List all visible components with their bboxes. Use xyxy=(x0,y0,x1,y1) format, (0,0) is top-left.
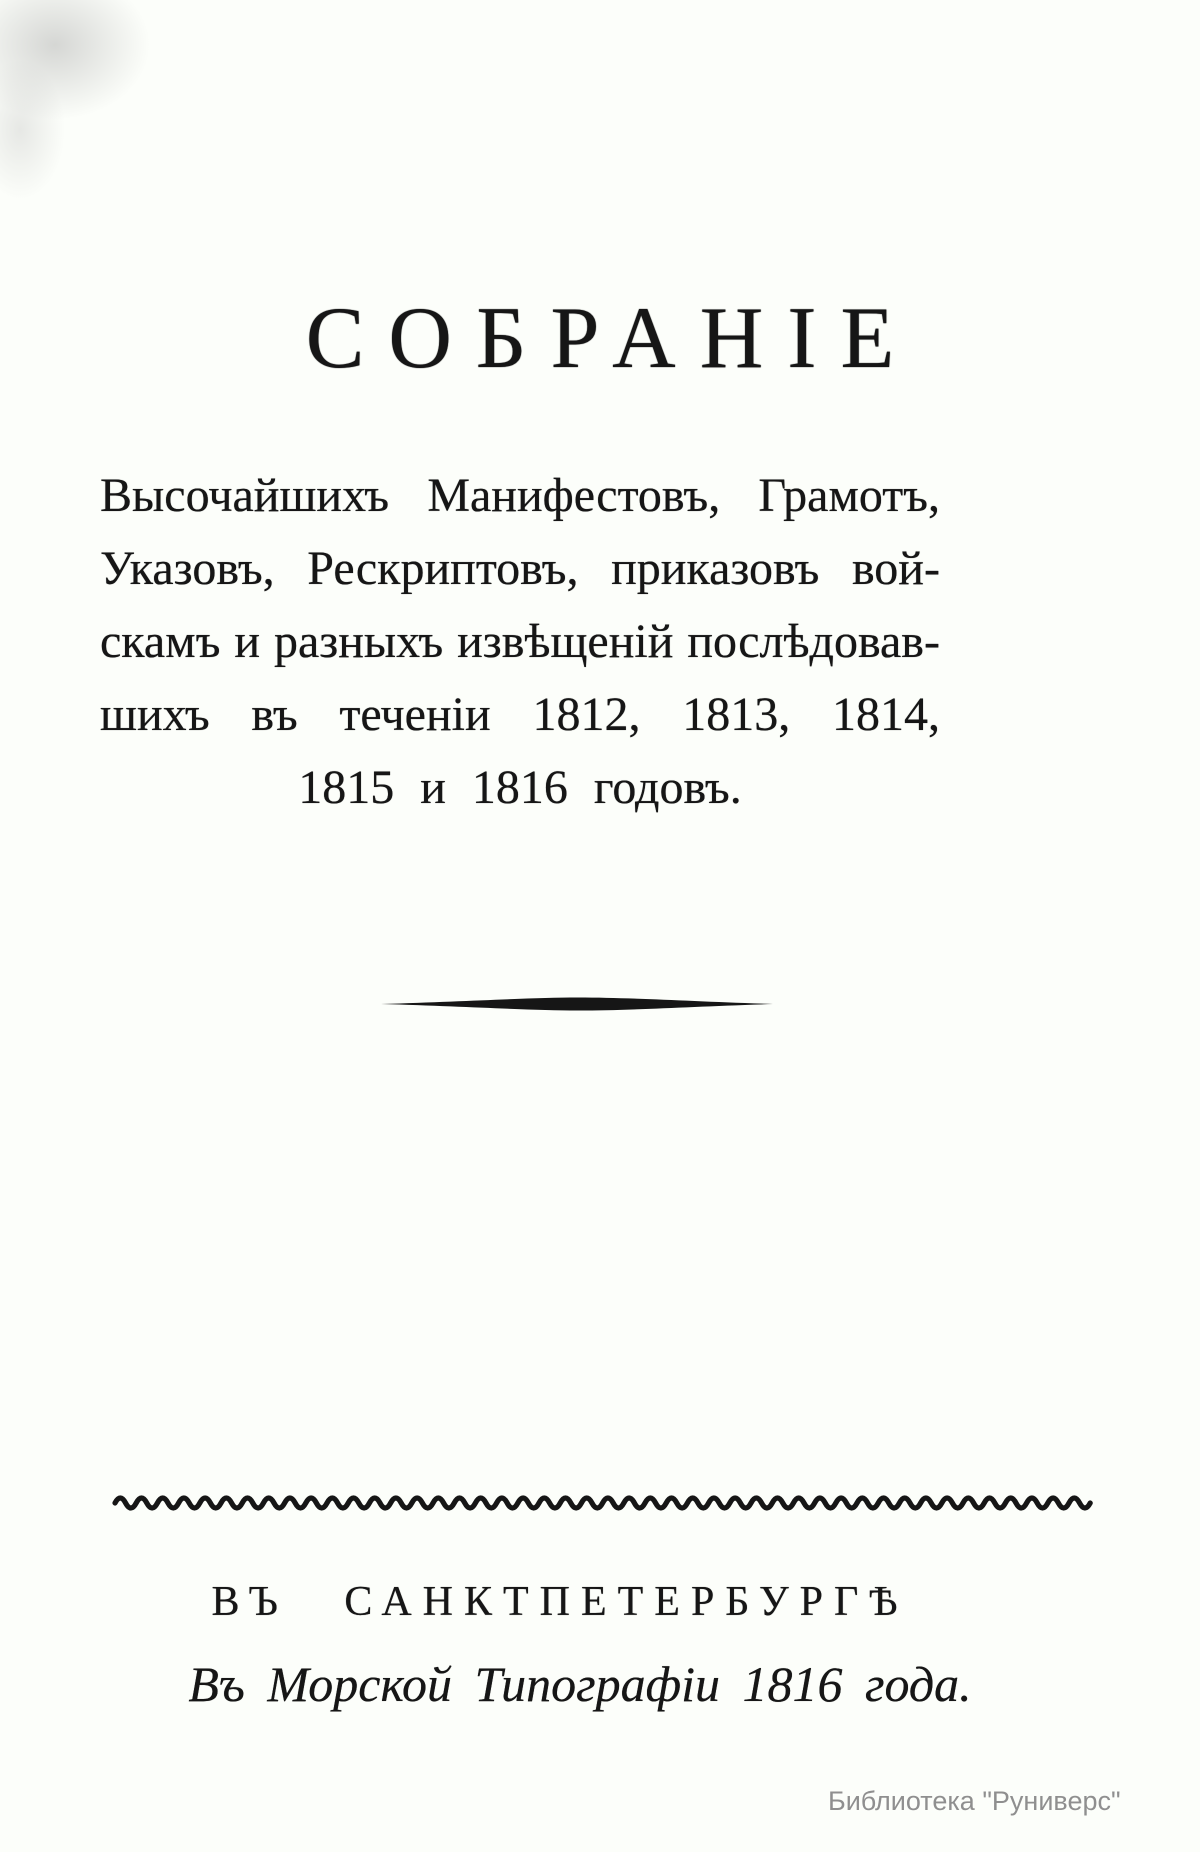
subtitle-line-2: Указовъ, Рескриптовъ, приказовъ вой- xyxy=(100,542,940,595)
subtitle-line-4: шихъ въ теченіи 1812, 1813, 1814, xyxy=(100,688,940,741)
scan-smudge-corner xyxy=(0,0,150,120)
page-title: СОБРАНІЕ xyxy=(305,289,919,387)
swelled-rule-ornament xyxy=(380,996,773,1012)
imprint-city: ВЪ САНКТПЕТЕРБУРГѢ xyxy=(211,1579,909,1625)
scan-smudge-edge xyxy=(0,60,65,200)
imprint-publisher: Въ Морской Типографіи 1816 года. xyxy=(188,1656,972,1712)
subtitle-line-5: 1815 и 1816 годовъ. xyxy=(298,761,742,814)
subtitle-line-1: Высочайшихъ Манифестовъ, Грамотъ, xyxy=(100,469,940,522)
subtitle-paragraph xyxy=(100,468,940,833)
wavy-rule-ornament xyxy=(112,1492,1094,1514)
library-watermark: Библиотека "Руниверс" xyxy=(828,1786,1121,1816)
subtitle-line-3: скамъ и разныхъ извѣщеній послѣдовав- xyxy=(100,615,940,668)
